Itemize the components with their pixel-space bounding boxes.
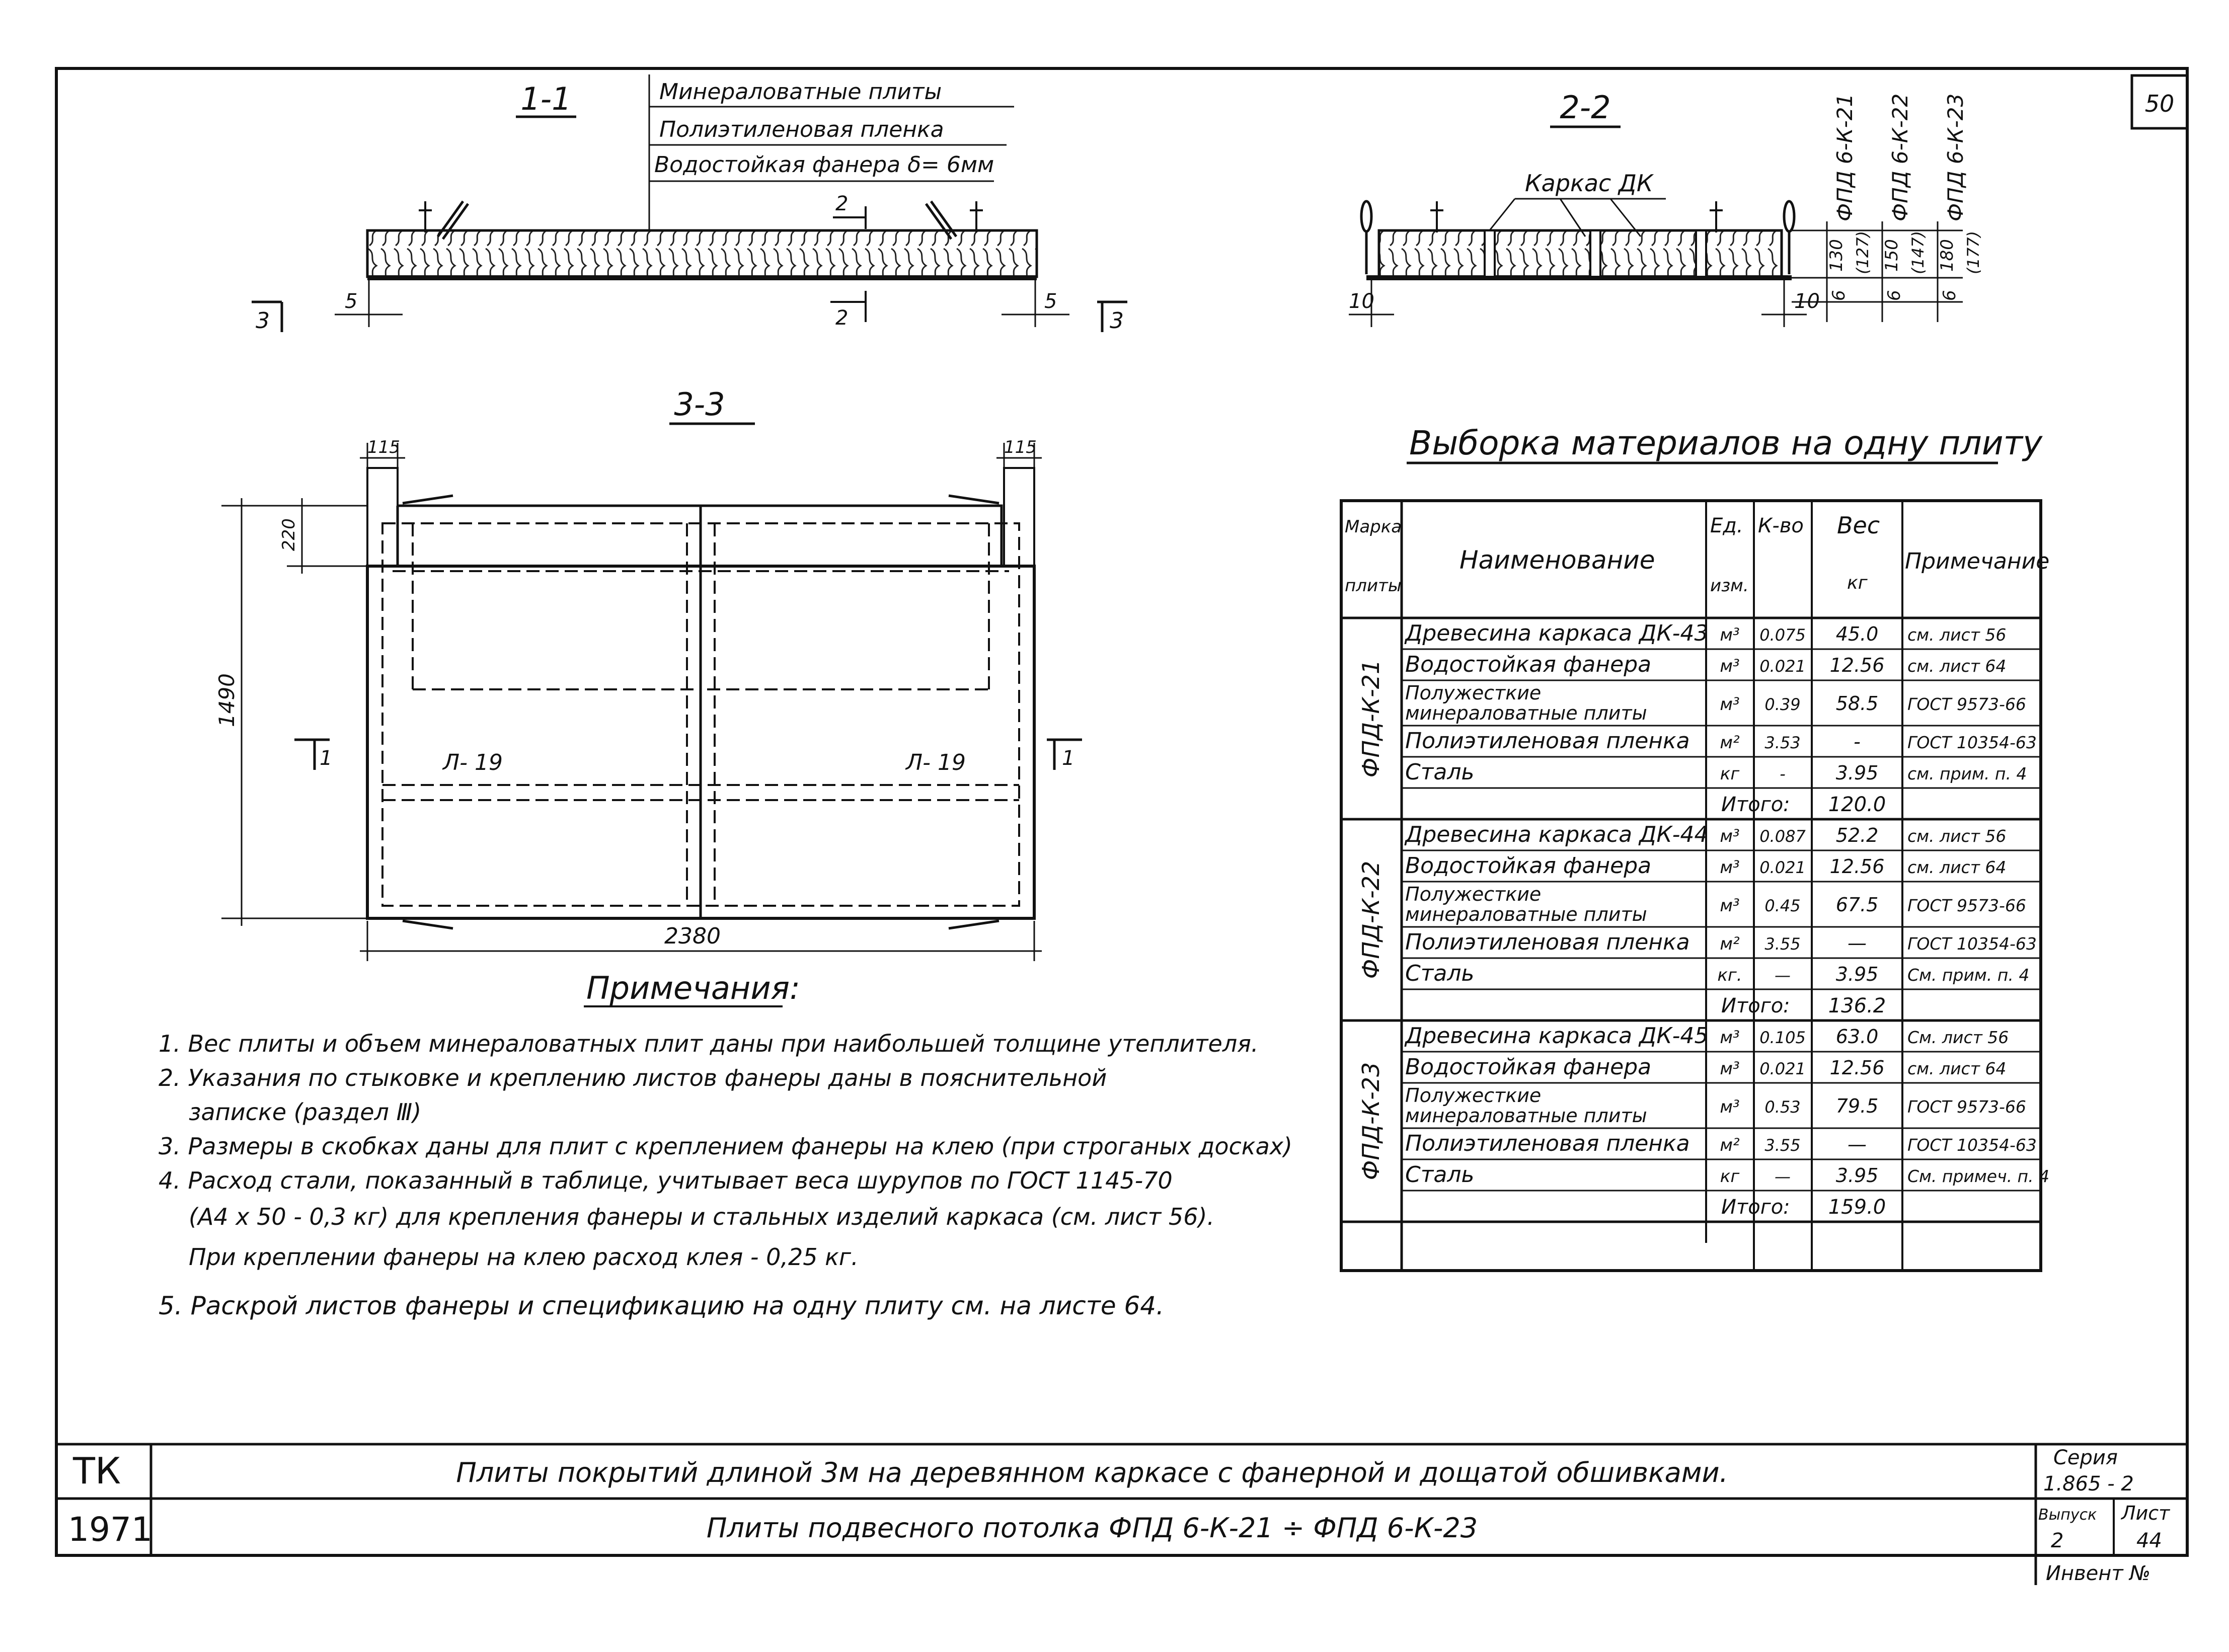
cell-note: ГОСТ 10354-63: [1907, 733, 2037, 752]
cell-name: Полиэтиленовая пленка: [1405, 728, 1690, 754]
cell-unit: м³: [1720, 625, 1740, 645]
svg-text:180: 180: [1937, 239, 1957, 272]
cell-note: см. лист 64: [1907, 1059, 2007, 1078]
total-value: 120.0: [1828, 793, 1886, 816]
cell-name: минераловатные плиты: [1405, 903, 1647, 925]
cell-qty: —: [1775, 966, 1791, 985]
cell-unit: м³: [1720, 694, 1740, 715]
height-column-21: [1826, 94, 1872, 322]
svg-text:10: 10: [1794, 290, 1820, 313]
cell-qty: 0.53: [1764, 1097, 1801, 1117]
cell-qty: 0.087: [1759, 827, 1806, 846]
cell-note: ГОСТ 9573-66: [1907, 896, 2026, 915]
total-label: Итого:: [1721, 994, 1790, 1017]
cell-name: Водостойкая фанера: [1405, 853, 1652, 879]
svg-text:6: 6: [1884, 290, 1904, 301]
total-label: Итого:: [1721, 793, 1790, 816]
svg-text:Серия: Серия: [2053, 1446, 2118, 1469]
svg-text:плиты: плиты: [1345, 576, 1402, 596]
cell-unit: м²: [1720, 934, 1740, 954]
cell-name: Полужесткие: [1405, 1084, 1542, 1107]
materials-table: [1341, 424, 2049, 1271]
layer-label: Водостойкая фанера δ= 6мм: [654, 152, 994, 178]
cell-unit: м³: [1720, 1028, 1740, 1048]
cell-unit: м²: [1720, 733, 1740, 753]
svg-text:44: 44: [2136, 1529, 2162, 1552]
section-1-1: [252, 74, 1127, 334]
cell-name: Древесина каркаса ДК-45: [1405, 1023, 1709, 1049]
svg-text:115: 115: [367, 437, 400, 457]
cell-qty: 3.55: [1764, 934, 1801, 954]
cell-note: см. лист 64: [1907, 656, 2007, 676]
cell-qty: 0.021: [1759, 657, 1806, 676]
cell-name: Водостойкая фанера: [1405, 652, 1652, 677]
panel-label-left: Л- 19: [443, 750, 503, 775]
note-item: записке (раздел Ⅲ): [189, 1098, 422, 1126]
svg-text:Лист: Лист: [2121, 1502, 2170, 1524]
svg-text:Инвент №: Инвент №: [2046, 1562, 2151, 1585]
section-2-2: [1349, 89, 1983, 327]
note-item: 1. Вес плиты и объем минераловатных плит даны при наибольшей толщине утеплителя.: [159, 1030, 1259, 1057]
cell-weight: 3.95: [1835, 1164, 1879, 1187]
cell-unit: м³: [1720, 826, 1740, 846]
cell-qty: 0.39: [1764, 695, 1801, 714]
cell-note: ГОСТ 9573-66: [1907, 694, 2026, 714]
cell-note: ГОСТ 10354-63: [1907, 1135, 2037, 1155]
cell-weight: -: [1854, 731, 1861, 753]
cell-name: Сталь: [1405, 759, 1475, 785]
cell-weight: —: [1848, 1133, 1867, 1155]
layer-label: Полиэтиленовая пленка: [659, 117, 944, 142]
cell-name: Полиэтиленовая пленка: [1405, 929, 1690, 955]
svg-text:(127): (127): [1853, 230, 1872, 274]
cell-qty: 0.021: [1759, 858, 1806, 877]
cell-name: Древесина каркаса ДК-43: [1405, 620, 1709, 646]
cell-name: минераловатные плиты: [1405, 702, 1647, 724]
materials-title: Выборка материалов на одну плиту: [1409, 424, 2043, 462]
svg-text:Наименование: Наименование: [1459, 545, 1655, 575]
cell-note: см. лист 56: [1907, 826, 2007, 846]
total-value: 159.0: [1828, 1196, 1886, 1219]
section-3-3: [214, 386, 1082, 961]
group-mark: ФПД-К-22: [1357, 860, 1385, 979]
svg-text:1490: 1490: [214, 673, 239, 727]
cell-note: См. лист 56: [1907, 1028, 2009, 1047]
cell-weight: 58.5: [1835, 692, 1879, 715]
svg-text:1: 1: [320, 747, 333, 770]
cell-unit: м³: [1720, 896, 1740, 916]
cell-weight: 45.0: [1835, 623, 1879, 645]
cell-qty: 3.53: [1764, 733, 1801, 752]
cell-name: Полиэтиленовая пленка: [1405, 1131, 1690, 1156]
svg-text:150: 150: [1882, 239, 1902, 272]
cell-qty: 0.105: [1759, 1028, 1806, 1047]
svg-text:Ед.: Ед.: [1710, 514, 1743, 537]
cell-unit: кг: [1720, 764, 1740, 784]
cell-note: ГОСТ 9573-66: [1907, 1097, 2026, 1117]
section-2-2-title: 2-2: [1560, 89, 1611, 126]
svg-text:1: 1: [1062, 747, 1075, 770]
cell-note: См. примеч. п. 4: [1907, 1166, 2050, 1186]
section-1-1-title: 1-1: [520, 81, 572, 117]
cell-note: см. лист 64: [1907, 857, 2007, 877]
title-line-2: Плиты подвесного потолка ФПД 6-К-21 ÷ ФПД 6-К-23: [706, 1512, 1478, 1544]
cell-note: см. лист 56: [1907, 625, 2007, 645]
note-item: 3. Размеры в скобках даны для плит с креплением фанеры на клею (при строганых досках): [159, 1133, 1292, 1160]
notes-heading: Примечания:: [586, 970, 800, 1006]
cell-name: Сталь: [1405, 961, 1475, 986]
note-item: 4. Расход стали, показанный в таблице, учитывает веса шурупов по ГОСТ 1145-70: [159, 1167, 1173, 1194]
title-line-1: Плиты покрытий длиной 3м на деревянном каркасе с фанерной и дощатой обшивками.: [456, 1457, 1728, 1488]
org-year: 1971: [68, 1510, 152, 1549]
svg-text:3: 3: [1110, 308, 1124, 334]
cell-qty: 0.021: [1759, 1059, 1806, 1078]
svg-text:изм.: изм.: [1710, 576, 1749, 596]
svg-text:кг: кг: [1847, 573, 1868, 593]
cell-note: ГОСТ 10354-63: [1907, 934, 2037, 954]
svg-text:Марка: Марка: [1345, 517, 1402, 537]
section-3-3-title: 3-3: [674, 386, 725, 423]
svg-text:К-во: К-во: [1758, 514, 1804, 537]
svg-text:2: 2: [835, 192, 849, 215]
svg-text:6: 6: [1940, 290, 1960, 301]
layer-label: Минераловатные плиты: [659, 79, 942, 105]
cell-unit: м³: [1720, 656, 1740, 676]
cell-name: Древесина каркаса ДК-44: [1405, 822, 1709, 847]
svg-text:ФПД 6-К-22: ФПД 6-К-22: [1888, 93, 1912, 221]
svg-text:115: 115: [1004, 437, 1037, 457]
cell-unit: кг: [1720, 1166, 1740, 1187]
group-mark: ФПД-К-21: [1357, 659, 1385, 778]
svg-text:ФПД 6-К-23: ФПД 6-К-23: [1943, 93, 1968, 221]
note-item: При креплении фанеры на клею расход клея - 0,25 кг.: [189, 1243, 859, 1271]
cell-weight: 3.95: [1835, 762, 1879, 784]
cell-weight: —: [1848, 932, 1867, 954]
cell-unit: м³: [1720, 857, 1740, 878]
notes: [159, 970, 1292, 1320]
total-label: Итого:: [1721, 1196, 1790, 1219]
cell-qty: —: [1775, 1167, 1791, 1186]
total-value: 136.2: [1828, 994, 1886, 1017]
cell-weight: 79.5: [1835, 1095, 1879, 1117]
cell-unit: кг.: [1717, 965, 1742, 985]
cell-note: См. прим. п. 4: [1907, 965, 2030, 985]
svg-text:Вес: Вес: [1837, 512, 1880, 539]
svg-text:5: 5: [1044, 290, 1057, 313]
cell-name: Полужесткие: [1405, 883, 1542, 905]
cell-weight: 67.5: [1835, 894, 1879, 916]
sheet-number: 50: [2144, 90, 2175, 117]
sheet-number-box: [2132, 75, 2187, 128]
svg-text:Примечание: Примечание: [1905, 548, 2050, 574]
slab-section-2-2: [1379, 230, 1782, 277]
height-column-23: [1937, 94, 1983, 322]
svg-text:3: 3: [256, 308, 270, 334]
svg-text:5: 5: [345, 290, 358, 313]
cell-weight: 12.56: [1829, 855, 1885, 878]
svg-text:2: 2: [835, 306, 849, 330]
panel-label-right: Л- 19: [906, 750, 966, 775]
cell-weight: 12.56: [1829, 1057, 1885, 1079]
title-block: [56, 1444, 2187, 1585]
svg-text:2380: 2380: [664, 923, 721, 949]
svg-text:10: 10: [1349, 290, 1374, 313]
svg-text:6: 6: [1829, 290, 1849, 301]
cell-name: минераловатные плиты: [1405, 1105, 1647, 1127]
note-item: 5. Раскрой листов фанеры и спецификацию на одну плиту см. на листе 64.: [159, 1291, 1164, 1320]
cell-qty: -: [1780, 764, 1786, 783]
svg-text:1.865 - 2: 1.865 - 2: [2043, 1472, 2134, 1496]
cell-weight: 3.95: [1835, 963, 1879, 985]
cell-unit: м²: [1720, 1135, 1740, 1155]
cell-qty: 0.075: [1759, 625, 1806, 645]
cell-weight: 52.2: [1835, 824, 1879, 846]
svg-text:Выпуск: Выпуск: [2038, 1506, 2097, 1524]
note-item: (А4 х 50 - 0,3 кг) для крепления фанеры и стальных изделий каркаса (см. лист 56).: [189, 1203, 1215, 1230]
frame-label: Каркас ДК: [1525, 170, 1653, 197]
group-mark: ФПД-К-23: [1357, 1062, 1385, 1181]
cell-qty: 3.55: [1764, 1136, 1801, 1155]
cell-qty: 0.45: [1764, 896, 1801, 915]
note-item: 2. Указания по стыковке и креплению листов фанеры даны в пояснительной: [159, 1064, 1107, 1091]
svg-text:220: 220: [279, 518, 299, 551]
cell-weight: 12.56: [1829, 654, 1885, 676]
svg-text:130: 130: [1826, 239, 1847, 272]
cell-unit: м³: [1720, 1059, 1740, 1079]
cell-name: Полужесткие: [1405, 682, 1542, 704]
svg-text:2: 2: [2051, 1529, 2064, 1552]
org-code: ТК: [73, 1450, 121, 1492]
svg-text:(147): (147): [1908, 230, 1928, 274]
cell-weight: 63.0: [1835, 1026, 1879, 1048]
svg-text:ФПД 6-К-21: ФПД 6-К-21: [1832, 93, 1857, 221]
table-body: [1341, 620, 2049, 1222]
svg-text:(177): (177): [1964, 230, 1983, 274]
cell-name: Водостойкая фанера: [1405, 1054, 1652, 1080]
slab-section-1-1: [367, 230, 1037, 277]
cell-note: см. прим. п. 4: [1907, 764, 2027, 783]
cell-name: Сталь: [1405, 1162, 1475, 1188]
cell-unit: м³: [1720, 1097, 1740, 1117]
height-column-22: [1882, 94, 1928, 322]
